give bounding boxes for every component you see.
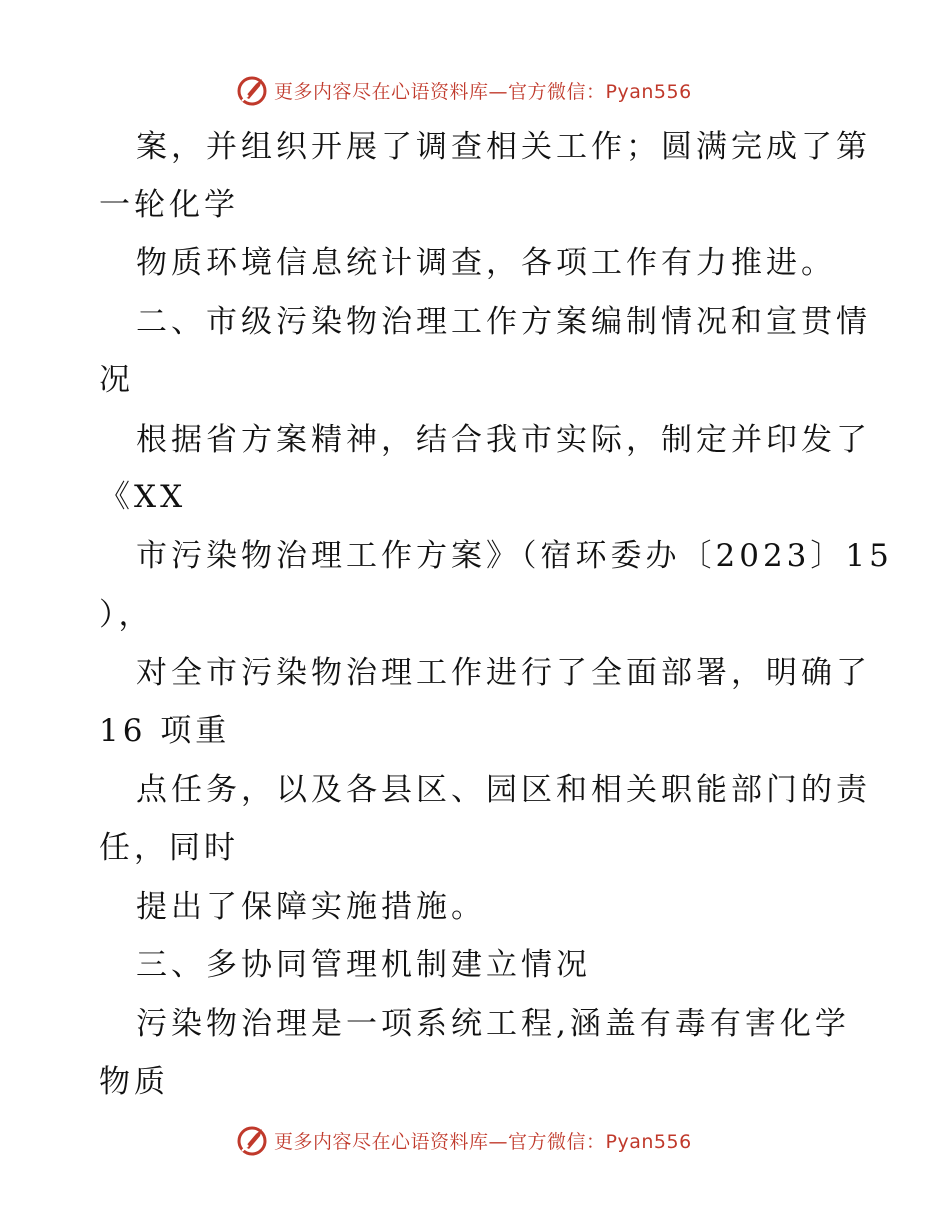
section-heading: 三、多协同管理机制建立情况 [136,947,591,983]
body-line: 物质 [99,1064,169,1100]
body-line: 《XX [99,479,187,515]
footer-banner [236,1122,692,1158]
body-line: 一轮化学 [99,187,239,223]
body-line: 点任务，以及各县区、园区和相关职能部门的责 [136,772,871,808]
header-banner-text: 更多内容尽在心语资料库—官方微信：Pyan556 [274,80,692,103]
pen-nib-circle-icon [236,73,270,107]
body-line: 市污染物治理工作方案》（宿环委办〔2023〕15 [136,538,893,574]
body-line: 根据省方案精神，结合我市实际，制定并印发了 [136,422,871,458]
body-line: 对全市污染物治理工作进行了全面部署，明确了 [136,655,871,691]
body-line: 物质环境信息统计调查，各项工作有力推进。 [136,245,836,281]
section-heading: 二、市级污染物治理工作方案编制情况和宣贯情 [136,304,871,340]
body-line: 16 项重 [99,713,231,749]
body-line: 污染物治理是一项系统工程,涵盖有毒有害化学 [136,1006,850,1042]
body-line: 案，并组织开展了调查相关工作；圆满完成了第 [136,129,871,165]
body-line: 任，同时 [99,830,239,866]
body-line: ）， [99,597,154,633]
section-heading-continued: 况 [99,362,134,398]
body-line: 提出了保障实施措施。 [136,889,486,925]
header-banner [236,72,692,108]
footer-banner-text: 更多内容尽在心语资料库—官方微信：Pyan556 [274,1130,692,1153]
pen-nib-circle-icon [236,1123,270,1157]
